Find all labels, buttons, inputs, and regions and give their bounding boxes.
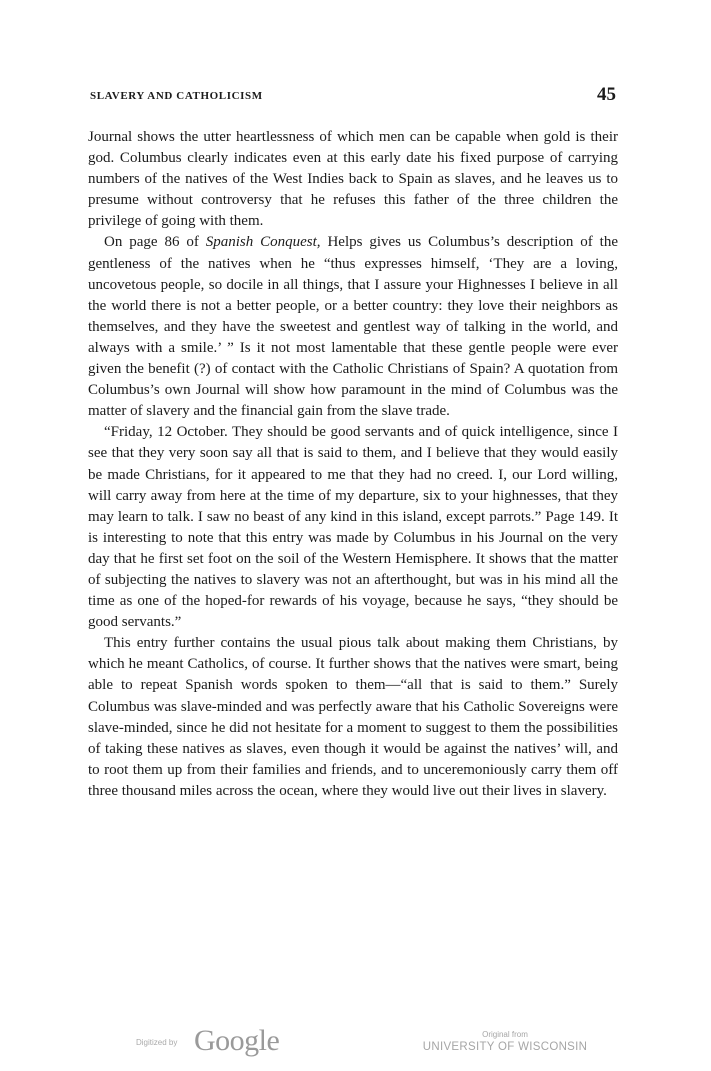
paragraph-3 — [88, 422, 618, 633]
original-source-watermark — [400, 1030, 610, 1053]
page-number: 45 — [597, 84, 616, 105]
page-header — [90, 86, 618, 110]
paragraph-4-text: This entry further contains the usual pious talk about making them Christians, by which he meant Catholics, of course. It further shows that the natives were smart, being able to repeat Spanish words spoken to them—“all that is said to them.” Surely Columbus was slave-minded and was perfectly aware that his Catholic Sovereigns were slave-minded, since he did not hesitate for a moment to suggest to them the possibilities of taking these natives as slaves, even though it would be against the natives’ will, and to root them up from their families and friends, and to unceremoniously carry them off three thousand miles across the ocean, where they would live out their lives in slavery. — [88, 635, 618, 799]
body-text — [88, 127, 618, 802]
paragraph-1-text: Journal shows the utter heartlessness of which men can be capable when gold is their god. Columbus clearly indicates even at this early date his fixed purpose of carrying numbers of the natives of the West Indies back to Spain as slaves, and he leaves us to presume without controversy that he refuses this father of the three children the privilege of going with them. — [88, 129, 618, 230]
paragraph-3-text: “Friday, 12 October. They should be good servants and of quick intelligence, since I see that they very soon say all that is said to them, and I believe that they would easily be made Christians, for it appeared to me that they had no creed. I, our Lord willing, will carry away from here at the time of my departure, six to your highnesses, that they may learn to talk. I saw no beast of any kind in this island, except parrots.” Page 149. It is interesting to note that this entry was made by Columbus in his Journal on the very day that he first set foot on the soil of the Western Hemisphere. It shows that the matter of subjecting the natives to slavery was not an afterthought, but was in his mind all the time as one of the hoped-for rewards of his voyage, because he says, “they should be good servants.” — [88, 424, 618, 631]
original-from-label: Original from — [482, 1030, 528, 1039]
digitized-by-google-watermark — [132, 1022, 292, 1062]
google-logo: Google — [194, 1024, 280, 1057]
digitized-by-label: Digitized by — [136, 1038, 178, 1047]
paragraph-2 — [88, 232, 618, 422]
running-head: SLAVERY AND CATHOLICISM — [90, 90, 263, 102]
paragraph-1 — [88, 127, 618, 232]
university-label: UNIVERSITY OF WISCONSIN — [422, 1041, 588, 1053]
paragraph-2-text-end: Helps gives us Columbus’s description of the gentleness of the natives when he “thus expresses himself, ‘They are a loving, uncovetous people, so docile in all things, that I assure your Highnesses I believe in all the world there is not a better people, or a better country: they love their neighbors as themselves, and they have the sweetest and gentlest way of talking in the world, and always with a smile.’ ” Is it not most lamentable that these gentle people were ever given the benefit (?) of contact with the Catholic Christians of Spain? A quotation from Columbus’s own Journal will show how paramount in the mind of Columbus was the matter of slavery and the financial gain from the slave trade. — [88, 234, 618, 420]
paragraph-2-text-start: On page 86 of — [104, 234, 206, 251]
book-title-italic: Spanish Conquest, — [205, 234, 321, 251]
paragraph-4 — [88, 633, 618, 802]
